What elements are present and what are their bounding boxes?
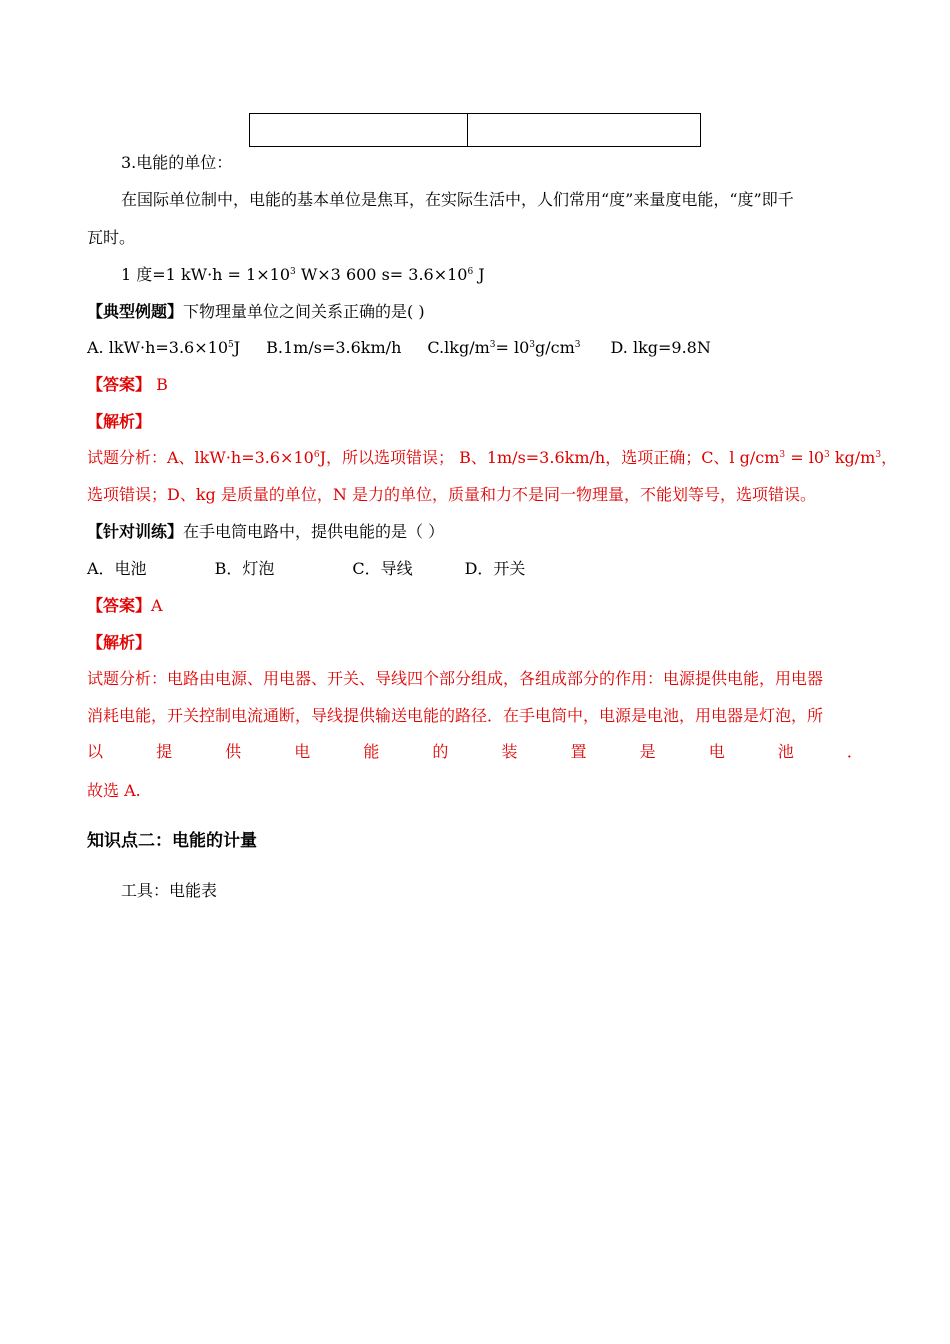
- unit-paragraph-line1: 在国际单位制中，电能的基本单位是焦耳，在实际生活中，人们常用“度”来量度电能，“度”即千: [121, 190, 794, 209]
- example-answer: 【答案】 B: [87, 375, 168, 394]
- option-c: $C.lkg/m^3= l0^3g/cm^3$: [427, 338, 581, 357]
- table-divider: [467, 114, 468, 146]
- training-option-b: B．灯泡: [214, 559, 275, 578]
- training-tag: 【针对训练】: [87, 522, 184, 541]
- training-answer: 【答案】A: [87, 596, 163, 615]
- training-analysis-line3: [87, 742, 863, 762]
- analysis-char: 能: [363, 742, 380, 761]
- section-3-title: 3.电能的单位：: [121, 153, 233, 172]
- option-b: B.1m/s=3.6km/h: [266, 338, 402, 357]
- knowledge-point-2-heading: 知识点二：电能的计量: [87, 831, 257, 851]
- analysis-char: 提: [156, 742, 173, 761]
- analysis-char: 以: [87, 742, 104, 761]
- example-question: 【典型例题】下物理量单位之间关系正确的是( ): [87, 302, 425, 321]
- training-analysis-tag: 【解析】: [87, 633, 152, 652]
- analysis-char: 供: [225, 742, 242, 761]
- training-analysis-line4: 故选 A.: [87, 781, 141, 800]
- unit-formula: 1 度=1 $kW\cdot h = 1\times 10^3$ W×3 600 $s= 3.6\times 10^6$ J: [121, 265, 485, 284]
- analysis-char: 装: [501, 742, 518, 761]
- option-d: D. lkg=9.8N: [610, 338, 711, 357]
- example-analysis-line1: 试题分析：A、$lkW\cdot h=3.6\times 10^6J$，所以选项错误； B、1m/s=3.6km/h，选项正确；C、l $g/cm^3 = l0^3$ $kg/m^3$，: [87, 448, 898, 467]
- table-fragment: [249, 113, 701, 147]
- training-options: [87, 559, 525, 579]
- training-option-d: D．开关: [464, 559, 526, 578]
- unit-paragraph-line2: 瓦时。: [87, 228, 136, 247]
- training-analysis-line2: 消耗电能，开关控制电流通断，导线提供输送电能的路径．在手电筒中，电源是电池，用电器是灯泡，所: [87, 706, 824, 725]
- analysis-char: 池: [777, 742, 794, 761]
- analysis-char: 电: [708, 742, 725, 761]
- training-option-c: C．导线: [352, 559, 413, 578]
- training-analysis-line1: 试题分析：电路由电源、用电器、开关、导线四个部分组成，各组成部分的作用：电源提供电能，用电器: [87, 669, 824, 688]
- analysis-char: 电: [294, 742, 311, 761]
- analysis-char: ．: [846, 742, 863, 761]
- analysis-char: 的: [432, 742, 449, 761]
- analysis-char: 置: [570, 742, 587, 761]
- training-question: 【针对训练】在手电筒电路中，提供电能的是（ ）: [87, 522, 445, 541]
- example-analysis-tag: 【解析】: [87, 412, 152, 431]
- analysis-char: 是: [639, 742, 656, 761]
- training-option-a: A．电池: [87, 559, 147, 578]
- example-analysis-line2: 选项错误；D、kg 是质量的单位，N 是力的单位，质量和力不是同一物理量，不能划等号，选项错误。: [87, 485, 816, 504]
- example-tag: 【典型例题】: [87, 302, 184, 321]
- tool-line: 工具：电能表: [121, 881, 218, 900]
- option-a: A. $lkW\cdot h=3.6\times 10^5J$: [87, 338, 241, 357]
- example-options: [87, 338, 711, 358]
